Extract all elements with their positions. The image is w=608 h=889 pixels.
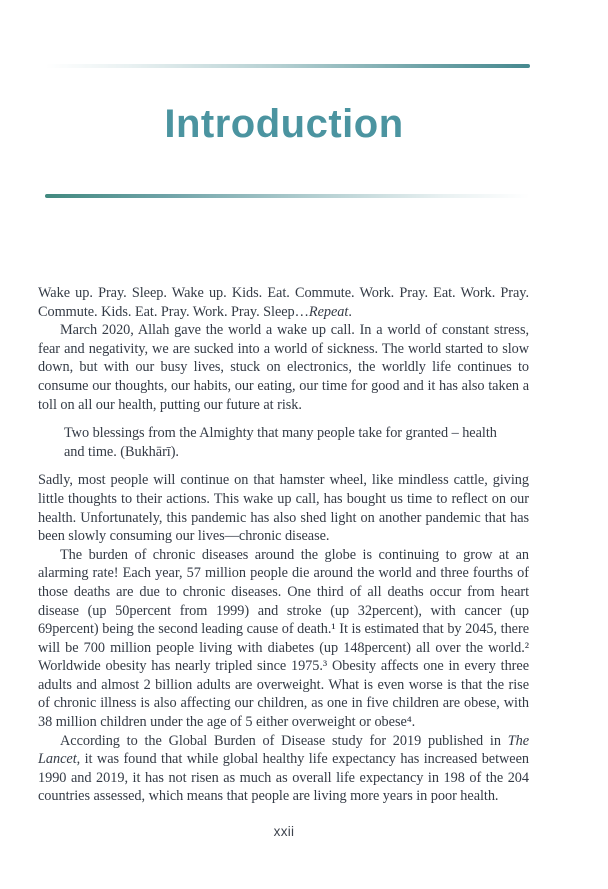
- blockquote-hadith: Two blessings from the Almighty that many people take for granted – health and time. (Bukhārī).: [64, 425, 497, 460]
- decorative-rule-top: [45, 64, 530, 68]
- paragraph-wake-up: Wake up. Pray. Sleep. Wake up. Kids. Eat. Commute. Work. Pray. Eat. Work. Pray. Commute. Kids. Eat. Pray. Work. Pray. Sleep…Repeat.: [38, 285, 529, 320]
- paragraph-hamster-wheel: Sadly, most people will continue on that hamster wheel, like mindless cattle, giving little thoughts to their actions. This wake up call, has bought us time to reflect on our health. Unfortunately, this pandemic has also shed light on another pandemic that has been slowly consuming our lives—chronic disease.: [38, 472, 529, 545]
- chapter-title: Introduction: [164, 102, 404, 146]
- page-number: xxii: [273, 824, 295, 839]
- paragraph-chronic-disease-burden: The burden of chronic diseases around the globe is continuing to grow at an alarming rate! Each year, 57 million people die around the world and three fourths of those deaths are due to chronic diseases. One third of all deaths occur from heart disease (up 50percent from 1999) and stroke (up 32percent), with cancer (up 69percent) being the second leading cause of death.¹ It is estimated that by 2045, there will be 700 million people living with diabetes (up 148percent) all over the world.² Worldwide obesity has nearly tripled since 1975.³ Obesity affects one in every three adults and almost 2 billion adults are overweight. What is even worse is that the rise of chronic illness is also affecting our children, as one in five children are obese, with 38 million children under the age of 5 either overweight or obese⁴.: [38, 546, 529, 731]
- paragraph-march-2020: March 2020, Allah gave the world a wake up call. In a world of constant stress, fear and negativity, we are sucked into a world of sickness. The world started to slow down, but with our busy lives, stuck on electronics, the worldly life continues to consume our thoughts, our habits, our eating, our time for good and it has also taken a toll on all our health, putting our future at risk.: [38, 322, 529, 413]
- paragraph-global-burden-study: According to the Global Burden of Disease study for 2019 published in The Lancet, it was found that while global healthy life expectancy has increased between 1990 and 2019, it has not risen as much as overall life expectancy in 198 of the 204 countries assessed, which means that people are living more years in poor health.: [38, 732, 529, 805]
- decorative-rule-under-title: [45, 194, 530, 198]
- body-text: [38, 284, 529, 806]
